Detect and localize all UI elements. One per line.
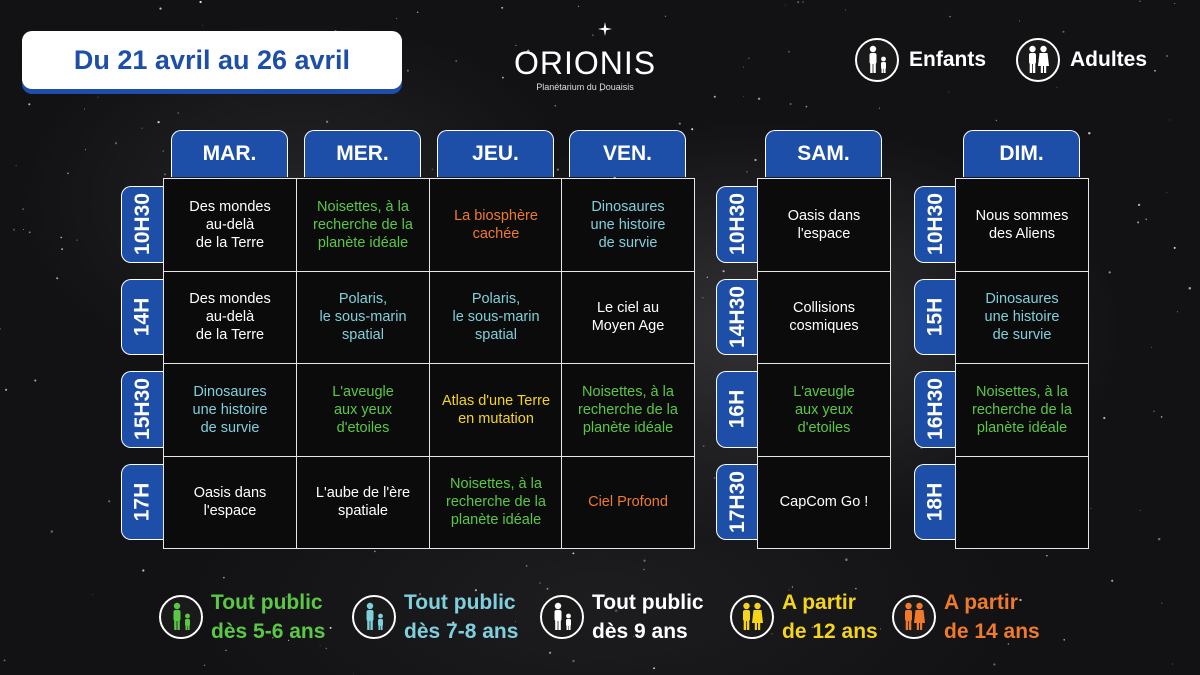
star <box>396 18 397 19</box>
star <box>353 674 354 675</box>
session-title-line: d'etoiles <box>336 419 390 436</box>
session-cell <box>429 178 563 272</box>
star <box>1088 132 1090 134</box>
session-title <box>194 484 267 520</box>
session-title-line: Des mondes <box>189 198 271 215</box>
legend-adults-label: Adultes <box>1070 48 1148 71</box>
star <box>330 627 332 629</box>
star <box>84 109 85 110</box>
star <box>754 159 756 161</box>
star <box>1161 602 1162 603</box>
session-title-line: de survie <box>200 419 260 436</box>
session-title-line: Des mondes <box>189 291 271 308</box>
star <box>1111 580 1113 582</box>
star <box>993 663 995 665</box>
star <box>29 231 31 233</box>
star <box>572 552 574 554</box>
star <box>790 103 792 105</box>
age-legend-text <box>211 588 325 646</box>
time-slot-text: 14H30 <box>725 285 749 348</box>
star <box>204 665 206 667</box>
star <box>1189 287 1192 290</box>
star <box>142 569 144 571</box>
logo-subtitle: Planétarium du Douaisis <box>536 82 634 92</box>
star <box>326 648 328 650</box>
session-title-line: Dinosaures <box>591 198 665 215</box>
age-legend-line2: dès 9 ans <box>592 620 688 643</box>
star <box>164 173 166 175</box>
legend-adults <box>1016 38 1147 82</box>
age-legend-item <box>540 588 704 646</box>
star <box>92 594 93 595</box>
star <box>1177 311 1178 312</box>
star <box>1063 31 1065 33</box>
star <box>554 105 556 107</box>
session-cell <box>296 178 430 272</box>
session-title <box>588 493 668 511</box>
date-range-banner <box>22 31 402 89</box>
session-cell <box>955 271 1089 365</box>
star <box>1019 21 1020 22</box>
session-title-line: planète idéale <box>317 234 409 251</box>
session-title-line: Collisions <box>792 300 856 317</box>
session-title <box>452 290 539 344</box>
session-title-line: spatial <box>475 327 517 344</box>
age-legend-text <box>404 588 518 646</box>
session-title-line: planète idéale <box>582 419 674 436</box>
session-title-line: en mutation <box>458 410 534 427</box>
time-slot-text: 15H30 <box>130 378 154 441</box>
time-slot-label <box>716 464 758 541</box>
day-header-text: VEN. <box>602 142 652 165</box>
star <box>714 96 716 98</box>
session-title-line: Noisettes, à la <box>582 383 674 400</box>
session-title <box>788 207 861 243</box>
session-title <box>193 383 268 437</box>
star <box>996 120 997 121</box>
session-cell <box>757 178 891 272</box>
session-title-line: une histoire <box>984 309 1060 326</box>
star <box>202 25 203 26</box>
star <box>1174 3 1175 4</box>
session-title-line: cachée <box>472 225 520 242</box>
star <box>643 569 644 570</box>
star <box>653 667 655 669</box>
star <box>1174 247 1176 249</box>
session-title-line: L'aveugle <box>793 383 855 400</box>
star <box>723 270 725 272</box>
session-cell <box>561 363 695 457</box>
star <box>159 8 161 10</box>
star <box>13 229 15 231</box>
star <box>108 500 110 502</box>
time-slot-text: 15H <box>923 297 947 337</box>
age-legend-line1: A partir <box>944 591 1018 614</box>
age-legend-line1: Tout public <box>592 591 704 614</box>
session-title <box>316 484 410 520</box>
time-slot-label <box>716 279 758 356</box>
session-title-line: CapCom Go ! <box>779 494 869 511</box>
session-title-line: spatiale <box>338 503 388 520</box>
star <box>407 70 409 72</box>
star <box>758 98 760 100</box>
time-slot-label <box>914 279 956 356</box>
time-slot-label <box>121 464 163 541</box>
star <box>1158 538 1160 540</box>
session-title-line: Noisettes, à la <box>317 198 409 215</box>
session-cell <box>561 178 695 272</box>
session-title-line: Moyen Age <box>591 318 665 335</box>
session-title-line: l'espace <box>203 503 257 520</box>
time-slot-label <box>121 279 163 356</box>
session-title-line: le sous-marin <box>319 309 407 326</box>
star <box>572 660 574 662</box>
session-title-line: Noisettes, à la <box>976 383 1068 400</box>
star <box>223 577 225 579</box>
session-title-line: cosmiques <box>789 318 859 335</box>
session-title-line: une histoire <box>192 401 268 418</box>
star <box>679 122 681 124</box>
star <box>417 12 418 13</box>
session-title <box>578 383 678 437</box>
session-title-line: recherche de la <box>972 401 1072 418</box>
star <box>1139 1 1140 2</box>
star <box>1166 55 1168 57</box>
star <box>1166 192 1167 193</box>
session-cell <box>296 456 430 550</box>
session-title-line: une histoire <box>590 216 666 233</box>
session-title <box>446 475 546 529</box>
age-legend-line2: de 12 ans <box>782 620 878 643</box>
session-title <box>976 207 1069 243</box>
age-legend-text <box>592 588 704 646</box>
session-title-line: Polaris, <box>471 291 521 308</box>
star <box>374 551 376 553</box>
day-header <box>171 130 288 177</box>
session-title-line: Dinosaures <box>193 383 267 400</box>
star <box>665 16 666 17</box>
star <box>157 121 159 123</box>
star <box>225 650 226 651</box>
star <box>1154 70 1156 72</box>
star <box>76 239 77 240</box>
child-adult-icon <box>540 595 584 639</box>
session-cell <box>757 363 891 457</box>
session-cell <box>757 271 891 365</box>
star <box>788 51 790 53</box>
star <box>1145 219 1147 221</box>
star <box>0 328 1 330</box>
star <box>34 379 36 381</box>
session-title <box>442 392 550 428</box>
star <box>748 58 750 60</box>
session-cell <box>429 456 563 550</box>
session-title-line: aux yeux <box>333 401 393 418</box>
star <box>802 1 803 2</box>
time-slot-text: 14H <box>130 297 154 337</box>
day-header <box>437 130 554 177</box>
time-slot-text: 10H30 <box>923 193 947 256</box>
age-legend-line2: de 14 ans <box>944 620 1040 643</box>
day-header-text: MAR. <box>202 142 257 165</box>
day-header <box>765 130 882 177</box>
time-slot-label <box>914 186 956 263</box>
star <box>578 6 579 7</box>
session-title <box>789 299 858 335</box>
two-adults-icon <box>1016 38 1060 82</box>
time-slot-text: 18H <box>923 482 947 522</box>
star <box>743 96 744 97</box>
star <box>455 60 457 62</box>
time-slot-label <box>716 371 758 448</box>
session-cell <box>955 363 1089 457</box>
star <box>691 128 693 130</box>
star <box>162 150 164 152</box>
star <box>85 149 86 150</box>
star <box>1161 416 1163 418</box>
session-title <box>319 290 406 344</box>
star <box>97 97 98 98</box>
star <box>845 9 846 10</box>
star-sparkle-icon <box>598 22 612 36</box>
session-cell <box>757 456 891 550</box>
session-cell <box>955 456 1089 550</box>
date-range-text: Du 21 avril au 26 avril <box>73 44 351 75</box>
age-legend-text <box>782 588 878 646</box>
session-title-line: planète idéale <box>450 512 542 529</box>
age-legend-text <box>944 588 1040 646</box>
session-title-line: Polaris, <box>338 291 388 308</box>
session-cell <box>296 271 430 365</box>
time-slot-text: 10H30 <box>725 193 749 256</box>
session-title <box>454 207 538 243</box>
star <box>797 1 799 3</box>
child-adult-icon <box>159 595 203 639</box>
star <box>743 67 744 68</box>
two-adults-icon <box>892 595 936 639</box>
star <box>178 112 179 113</box>
star <box>326 121 328 123</box>
logo-title: ORIONIS <box>513 45 657 81</box>
star <box>707 277 708 278</box>
session-title-line: Noisettes, à la <box>450 476 542 493</box>
session-cell <box>163 178 297 272</box>
session-cell <box>429 271 563 365</box>
star <box>549 652 551 654</box>
star <box>1172 663 1173 664</box>
age-legend-line2: dès 5-6 ans <box>211 620 326 643</box>
day-header-text: SAM. <box>797 142 850 165</box>
session-title-line: de survie <box>598 234 658 251</box>
session-title-line: spatial <box>342 327 384 344</box>
session-title-line: L'aveugle <box>332 383 394 400</box>
star <box>879 108 880 109</box>
day-header-text: MER. <box>336 142 389 165</box>
session-title-line: au-delà <box>205 216 255 233</box>
star <box>199 1 201 3</box>
star <box>56 277 58 279</box>
session-title-line: au-delà <box>205 309 255 326</box>
star <box>5 389 7 391</box>
session-title-line: L'aube de l'ère <box>315 485 411 502</box>
star <box>526 565 528 567</box>
star <box>1063 639 1064 640</box>
star <box>1140 510 1141 511</box>
star <box>702 297 703 298</box>
session-title <box>313 198 413 252</box>
star <box>1151 347 1152 348</box>
star <box>28 103 30 105</box>
star <box>949 16 951 18</box>
session-title-line: l'espace <box>797 225 851 242</box>
session-title-line: aux yeux <box>794 401 854 418</box>
age-legend-line1: A partir <box>782 591 856 614</box>
star <box>1090 508 1091 509</box>
session-title <box>189 290 270 344</box>
star <box>1137 221 1139 223</box>
day-header-text: JEU. <box>472 142 519 165</box>
star <box>501 7 503 9</box>
day-header-text: DIM. <box>999 142 1044 165</box>
session-title <box>793 383 855 437</box>
star <box>61 248 63 250</box>
session-title <box>591 198 666 252</box>
day-header <box>304 130 421 177</box>
legend-children-label: Enfants <box>909 48 987 71</box>
session-title-line: planète idéale <box>976 419 1068 436</box>
time-slot-text: 16H <box>725 389 749 429</box>
star <box>1057 87 1058 88</box>
two-adults-icon <box>730 595 774 639</box>
time-slot-text: 17H <box>130 482 154 522</box>
child-adult-icon <box>855 38 899 82</box>
star <box>703 445 705 447</box>
session-cell <box>296 363 430 457</box>
star <box>51 530 54 533</box>
session-title-line: recherche de la <box>578 401 678 418</box>
age-legend-item <box>159 588 325 646</box>
star <box>1169 119 1170 120</box>
child-adult-icon <box>352 595 396 639</box>
session-title-line: de survie <box>992 327 1052 344</box>
age-legend-line1: Tout public <box>404 591 516 614</box>
star <box>115 142 117 144</box>
age-legend-line2: dès 7-8 ans <box>404 620 519 643</box>
session-title-line: de la Terre <box>195 327 265 344</box>
star <box>4 659 6 661</box>
star <box>880 628 881 629</box>
age-legend-item <box>730 588 878 646</box>
star <box>1109 271 1111 273</box>
session-cell <box>561 271 695 365</box>
session-title-line: Le ciel au <box>596 300 660 317</box>
time-slot-text: 17H30 <box>725 470 749 533</box>
star <box>948 92 949 93</box>
time-slot-text: 16H30 <box>923 378 947 441</box>
time-slot-text: 10H30 <box>130 193 154 256</box>
star <box>539 582 541 584</box>
session-cell <box>955 178 1089 272</box>
star <box>746 171 748 173</box>
age-legend-item <box>892 588 1040 646</box>
star <box>1138 204 1140 206</box>
age-legend-item <box>352 588 518 646</box>
session-title <box>972 383 1072 437</box>
star <box>1046 555 1047 556</box>
session-title-line: Nous sommes <box>975 207 1069 224</box>
star <box>845 558 848 561</box>
session-title-line: Dinosaures <box>985 291 1059 308</box>
age-legend-line1: Tout public <box>211 591 323 614</box>
star <box>502 77 504 79</box>
session-title-line: recherche de la <box>446 494 546 511</box>
day-header <box>963 130 1080 177</box>
time-slot-label <box>914 464 956 541</box>
star <box>142 128 143 129</box>
star <box>643 560 645 562</box>
session-title-line: La biosphère <box>454 207 538 224</box>
session-title-line: de la Terre <box>195 234 265 251</box>
star <box>806 106 808 108</box>
session-cell <box>561 456 695 550</box>
day-header <box>569 130 686 177</box>
session-title <box>332 383 394 437</box>
session-title-line: Oasis dans <box>787 207 861 224</box>
time-slot-label <box>121 371 163 448</box>
star <box>67 172 69 174</box>
session-title-line: des Aliens <box>988 225 1056 242</box>
star <box>785 5 786 6</box>
session-title <box>592 299 665 335</box>
star <box>557 169 559 171</box>
session-title-line: d'etoiles <box>797 419 851 436</box>
session-cell <box>163 271 297 365</box>
session-title-line: Ciel Profond <box>588 494 668 511</box>
time-slot-label <box>121 186 163 263</box>
session-cell <box>429 363 563 457</box>
session-title-line: Atlas d'une Terre <box>441 392 551 409</box>
star <box>22 208 24 210</box>
time-slot-label <box>716 186 758 263</box>
session-title-line: le sous-marin <box>452 309 540 326</box>
star <box>1153 411 1154 412</box>
star <box>23 229 24 230</box>
session-title-line: Oasis dans <box>193 485 267 502</box>
session-title-line: recherche de la <box>313 216 413 233</box>
star <box>16 165 17 166</box>
orionis-logo <box>510 22 660 104</box>
session-cell <box>163 363 297 457</box>
star <box>1103 417 1105 419</box>
session-cell <box>163 456 297 550</box>
session-title <box>780 493 869 511</box>
star <box>432 169 433 170</box>
time-slot-label <box>914 371 956 448</box>
session-title <box>985 290 1060 344</box>
star <box>60 237 61 238</box>
session-title <box>189 198 270 252</box>
legend-children <box>855 38 986 82</box>
